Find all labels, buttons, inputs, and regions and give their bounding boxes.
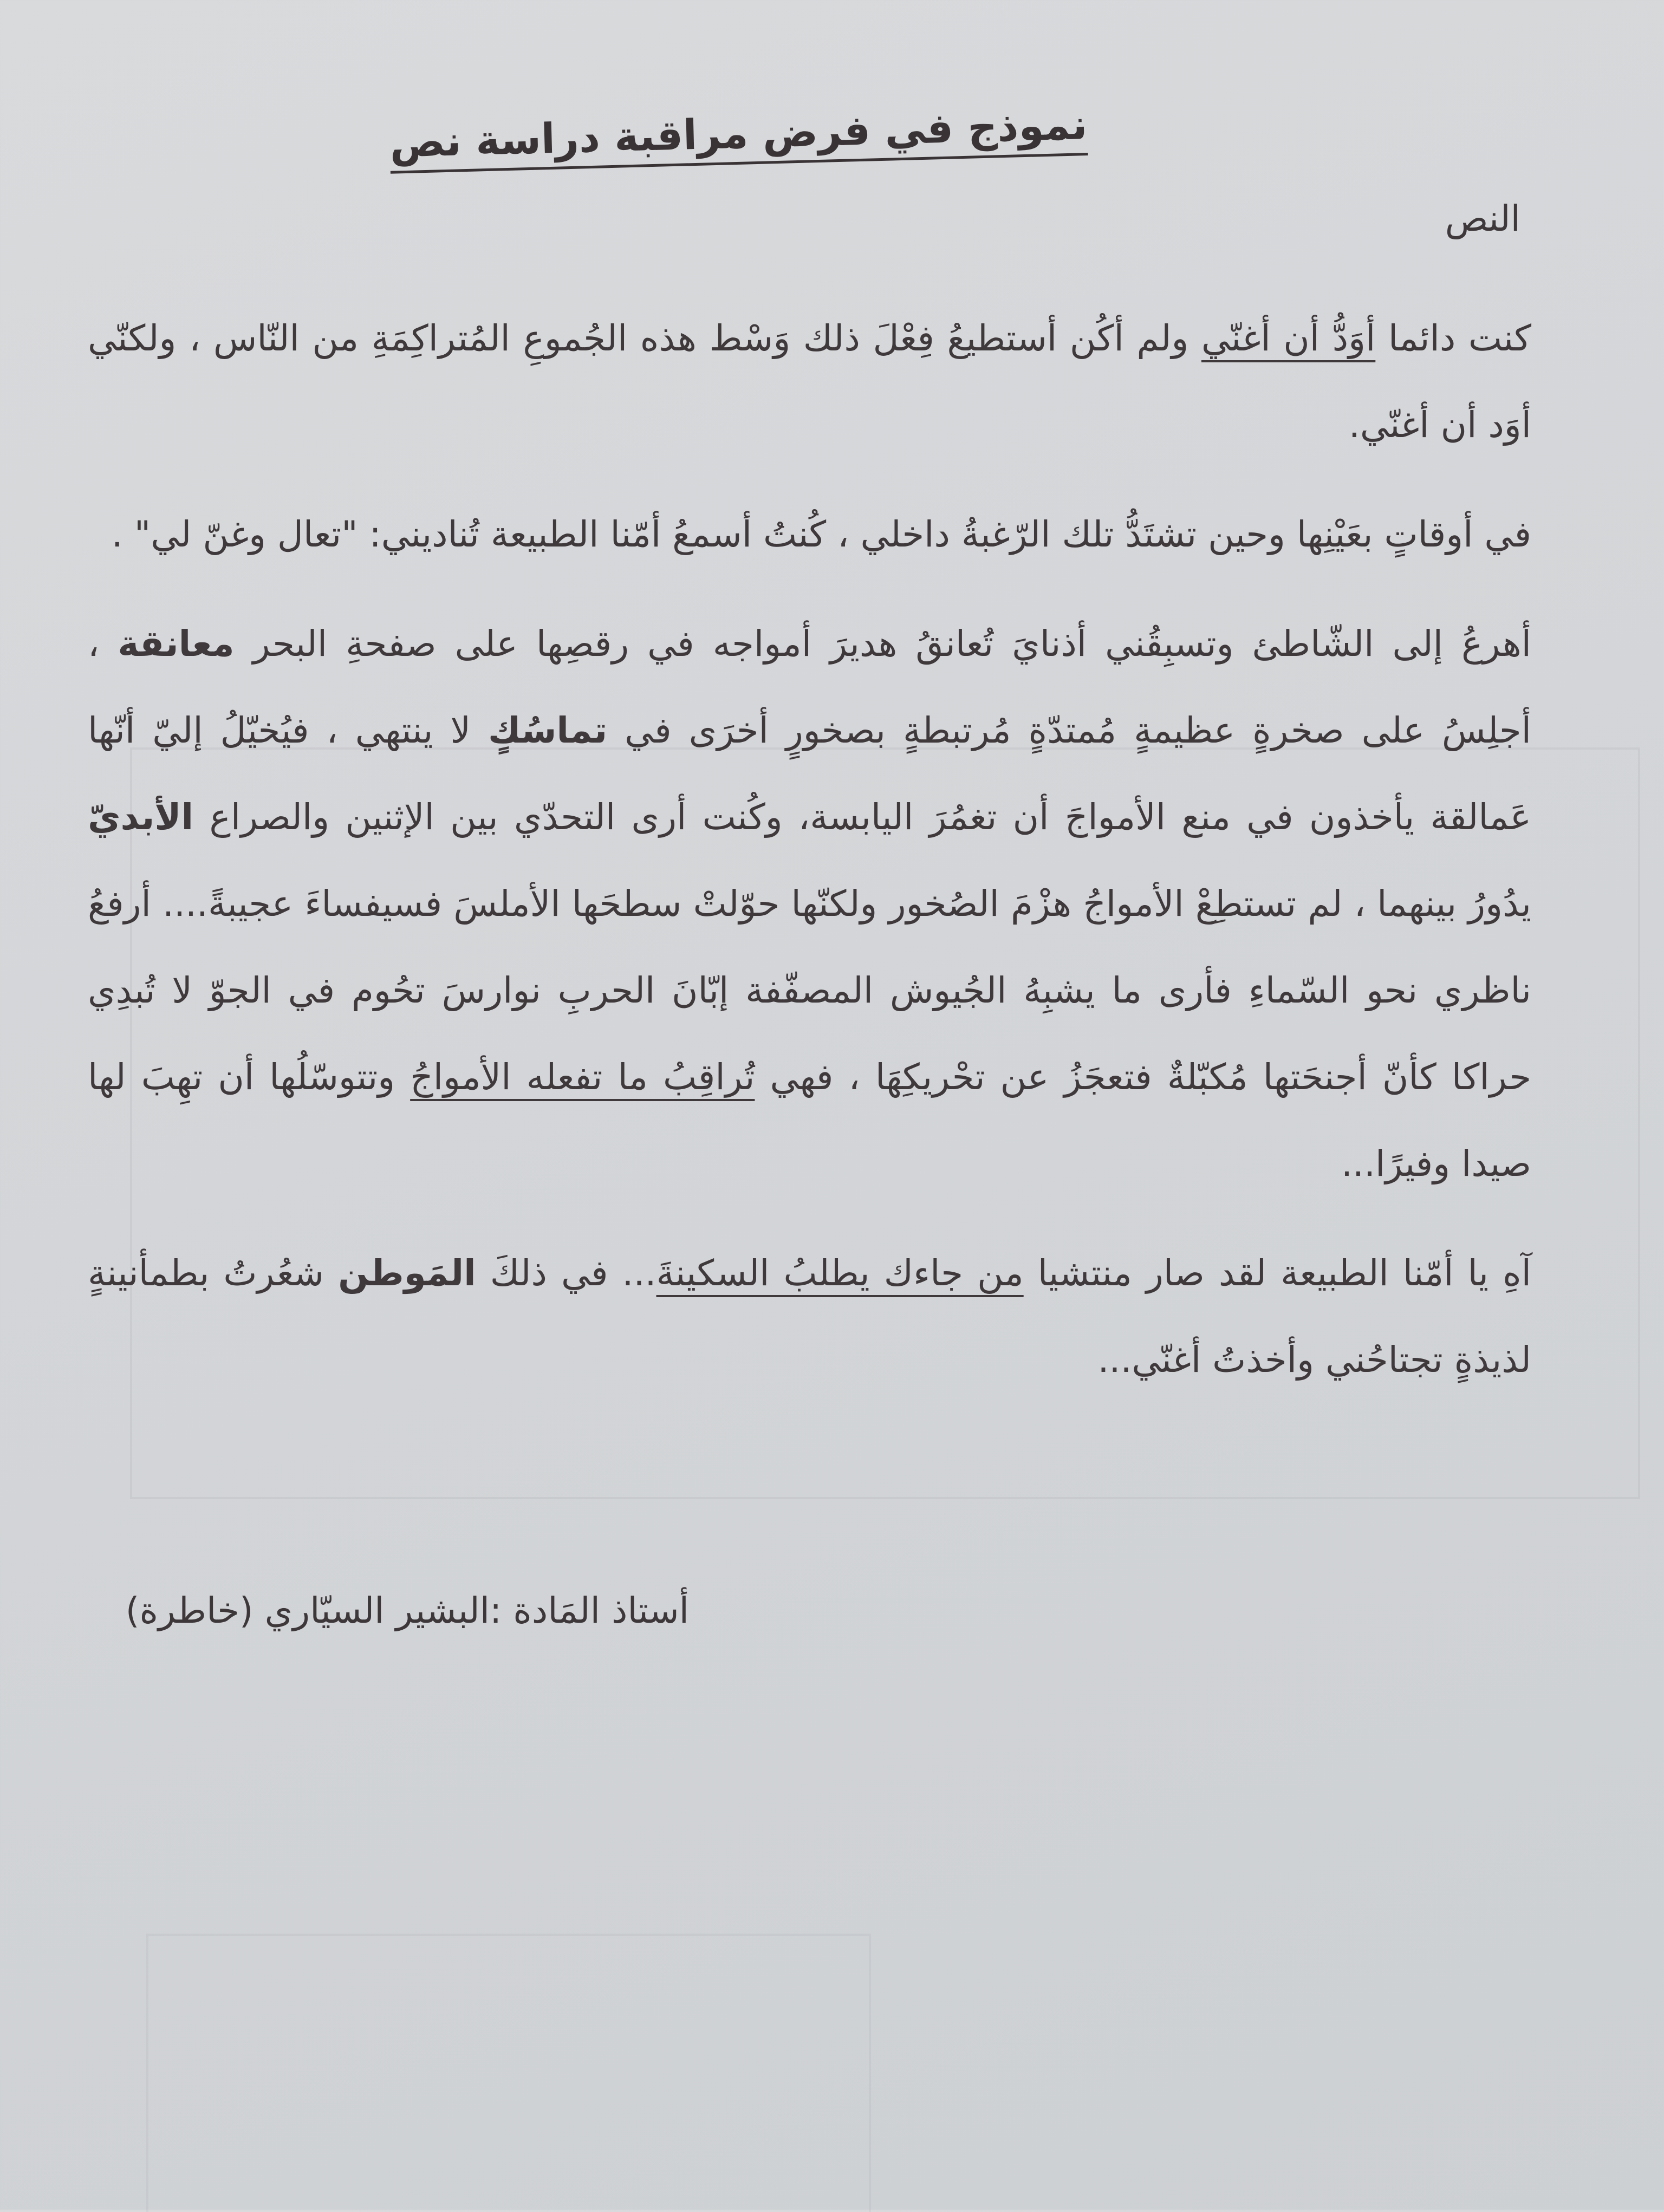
paragraph-3-part: لا ينتهي ، فيُخيّلُ إليّ أنّها عَمالقة يأخذون في منع الأمواجَ أن تغمُرَ اليابسة، وكُنت أرى التحدّي بين الإثنين والصراع xyxy=(88,710,1531,838)
bold-word: الأبديّ xyxy=(88,796,194,838)
paragraph-3-part: وتتوسّلُها أن تهِبَ لها صيدا وفيرًا... xyxy=(88,1056,1531,1185)
paragraph-4-part: ... في ذلكَ xyxy=(476,1252,656,1294)
page-title: نموذج في فرض مراقبة دراسة نص xyxy=(389,100,1088,167)
paragraph-4-part: شعُرتُ بطمأنينةٍ لذيذةٍ تجتاحُني وأخذتُ أغنّي... xyxy=(88,1252,1531,1381)
bold-word: معانقة xyxy=(118,623,235,665)
section-label-text: النص xyxy=(1445,198,1520,239)
author-signature: أستاذ المَادة :البشير السيّاري (خاطرة) xyxy=(125,1590,689,1631)
paragraph-2 xyxy=(88,491,1531,578)
paragraph-1-part: ولم أكُن أستطيعُ فِعْلَ ذلك وَسْط هذه الجُموعِ المُتراكِمَةِ من النّاس ، ولكنّي أوَد أن أغنّي. xyxy=(88,317,1531,446)
paragraph-1 xyxy=(88,295,1531,469)
text-body xyxy=(88,295,1531,1426)
paragraph-3-part: أهرعُ إلى الشّاطئ وتسبِقُني أذنايَ تُعانقُ هديرَ أمواجه في رقصِها على صفحةِ البحر xyxy=(234,623,1532,665)
paragraph-3 xyxy=(88,601,1531,1207)
underlined-phrase: أوَدُّ أن أغنّي xyxy=(1201,317,1376,359)
bleed-through-box xyxy=(146,1934,871,2212)
paragraph-4 xyxy=(88,1230,1531,1403)
paragraph-3-part: يدُورُ بينهما ، لم تستطِعْ الأمواجُ هزْمَ الصُخور ولكنّها حوّلتْ سطحَها الأملسَ فسيفساءَ عجيبةً.... أرفعُ ناظري نحو السّماءِ فأرى ما يشبِهُ الجُيوش المصفّفة إبّانَ الحربِ نوارسَ تحُوم في الجوّ لا تُبدِي حراكا كأنّ أجنحَتها مُكبّلةٌ فتعجَزُ عن تحْريكِهَا ، فهي xyxy=(88,883,1531,1098)
paragraph-4-part: آهِ يا أمّنا الطبيعة لقد صار منتشيا xyxy=(1023,1252,1531,1294)
underlined-phrase: من جاءك يطلبُ السكينةَ xyxy=(656,1252,1024,1294)
bold-word: المَوطن xyxy=(338,1252,476,1294)
paragraph-2-text: في أوقاتٍ بعَيْنِها وحين تشتَدُّ تلك الرّغبةُ داخلي ، كُنتُ أسمعُ أمّنا الطبيعة تُناديني: "تعال وغنّ لي" . xyxy=(111,513,1531,555)
bold-word: تماسُكٍ xyxy=(488,710,608,751)
paragraph-1-part: كنت دائما xyxy=(1375,317,1531,359)
paragraph-3-part: ، أجلِسُ على صخرةٍ عظيمةٍ مُمتدّةٍ مُرتبطةٍ بصخورٍ أخرَى في xyxy=(88,623,1531,751)
underlined-phrase: تُراقِبُ ما تفعله الأمواجُ xyxy=(410,1056,755,1098)
